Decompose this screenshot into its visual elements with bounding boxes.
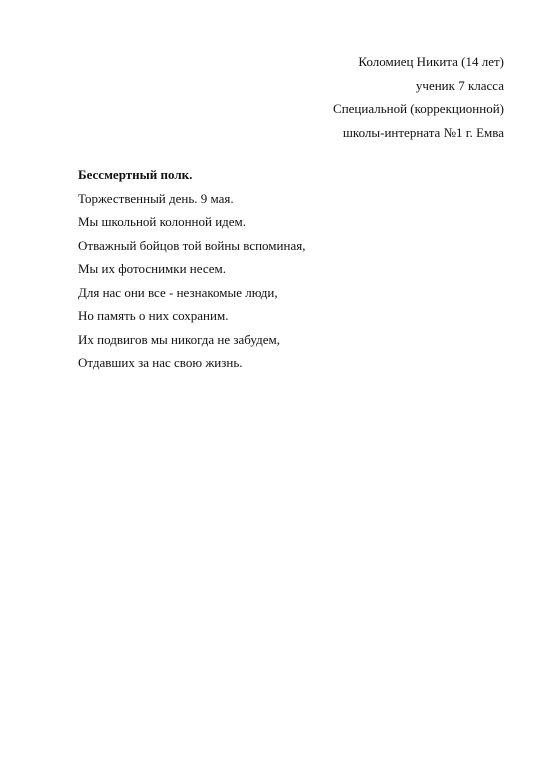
author-name: Коломиец Никита (14 лет) [358, 54, 504, 69]
poem-line: Их подвигов мы никогда не забудем, [78, 331, 280, 347]
poem-line: Отдавших за нас свою жизнь. [78, 355, 243, 370]
poem-line: Мы их фотоснимки несем. [78, 261, 226, 276]
poem-line: Мы школьной колонной идем. [78, 214, 247, 229]
poem-line: Торжественный день. 9 мая. [78, 190, 234, 206]
poem-line: Для нас они все - незнакомые люди, [78, 284, 278, 300]
author-school-type: Специальной (коррекционной) [333, 101, 504, 116]
author-info [333, 50, 504, 144]
poem [78, 163, 305, 375]
poem-title: Бессмертный полк. [78, 167, 193, 182]
poem-line: Но память о них сохраним. [78, 308, 229, 323]
author-grade: ученик 7 класса [415, 77, 504, 93]
poem-line: Отважный бойцов той войны вспоминая, [78, 237, 306, 253]
author-school-name: школы-интерната №1 г. Емва [342, 124, 504, 140]
